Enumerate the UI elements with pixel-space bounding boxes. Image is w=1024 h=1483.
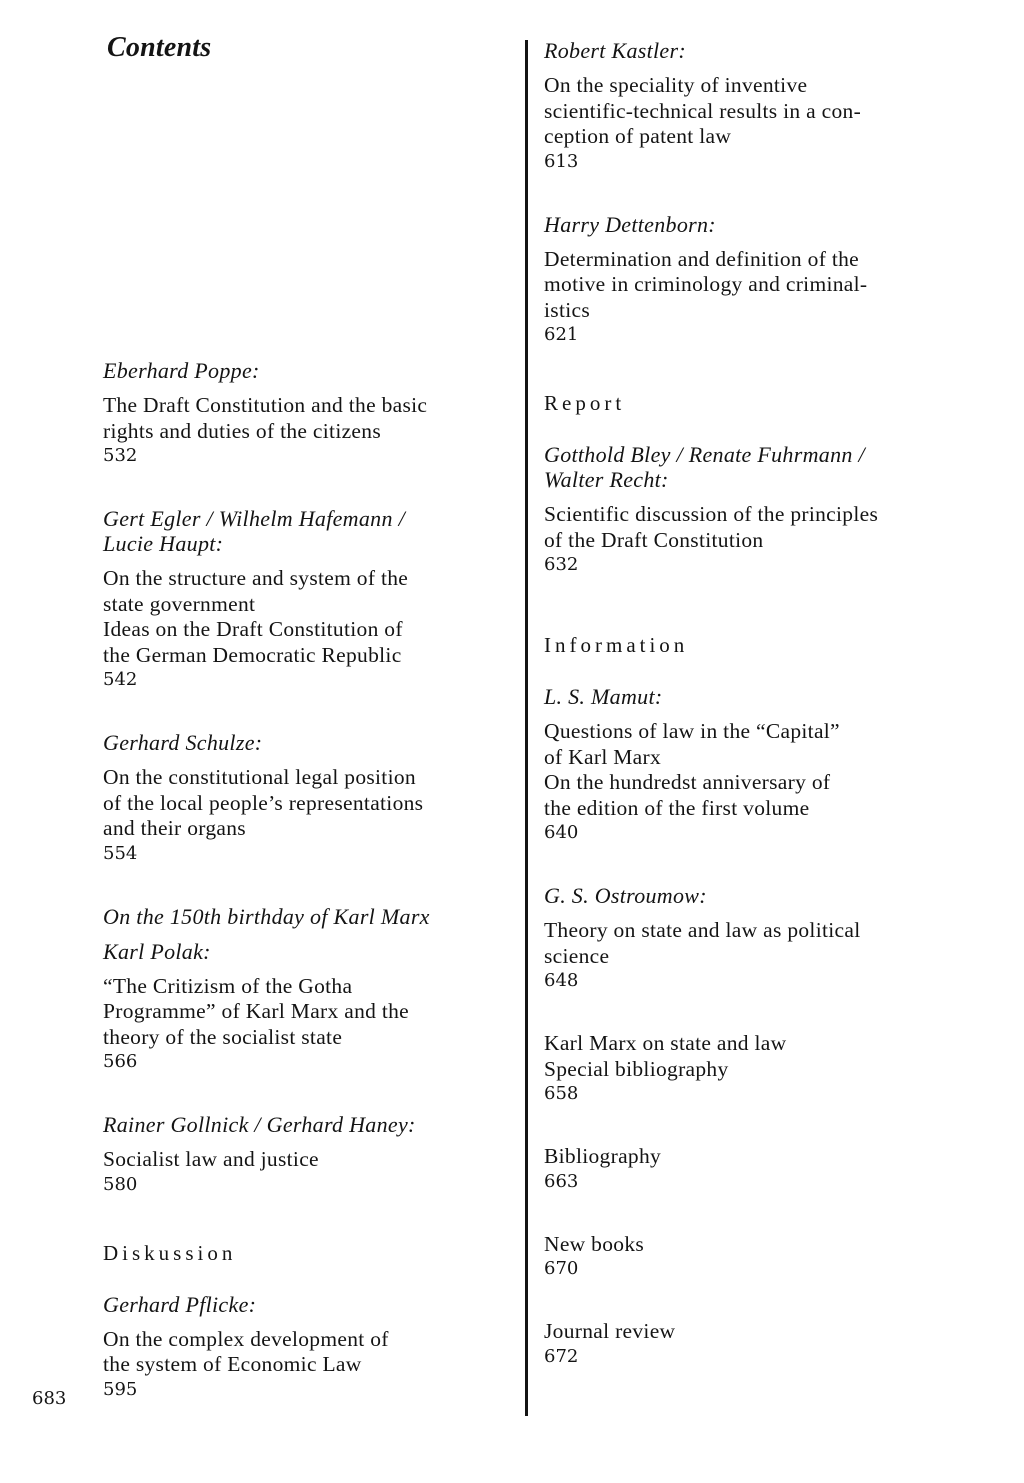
entry-author: G. S. Ostroumow: [544,883,707,908]
entry-page-number: 663 [544,1170,579,1192]
entry-page-number: 640 [544,822,579,843]
toc-entry-pflicke[interactable] [103,1292,511,1402]
entry-page-number: 532 [103,445,138,466]
entry-author: Rainer Gollnick / Gerhard Haney: [103,1112,416,1137]
entry-title-line: On the constitutional legal position [103,765,416,789]
entry-title-line: of Karl Marx [544,744,662,769]
section-heading-report: Report [544,391,626,415]
entry-title-line: Programme” of Karl Marx and the [103,999,410,1023]
entry-author: Gerhard Pflicke: [103,1291,257,1317]
entry-author: Eberhard Poppe: [103,358,260,383]
entry-title-line: rights and duties of the citizens [103,418,381,443]
entry-title-line: state government [103,591,256,616]
entry-page-number: 621 [544,324,579,345]
subsection-heading: On the 150th birthday of Karl Marx [103,903,430,929]
entry-title-line: scientific-technical results in a con- [544,98,862,123]
entry-page-number: 672 [544,1345,579,1367]
entry-title-line: Ideas on the Draft Constitution of [103,617,403,641]
entry-page-number: 632 [544,554,579,575]
entry-title-line: theory of the socialist state [103,1024,343,1049]
section-heading-diskussion: Diskussion [103,1240,237,1265]
entry-title-line: Journal review [544,1319,676,1343]
entry-author: L. S. Mamut: [544,684,663,709]
toc-entry-gollnick[interactable] [103,1112,511,1197]
entry-title-line: On the speciality of inventive [544,73,808,97]
entry-title-line: Scientific discussion of the principles [544,502,879,526]
toc-entry-bley[interactable] [544,442,956,577]
toc-entry-schulze[interactable] [103,730,511,866]
toc-entry-poppe[interactable] [103,358,511,468]
entry-page-number: 580 [103,1173,138,1195]
entry-page-number: 595 [103,1378,138,1400]
right-column [544,38,956,1369]
entry-title-line: Questions of law in the “Capital” [544,719,840,743]
entry-page-number: 554 [103,842,138,864]
entry-title-line: New books [544,1231,645,1256]
entry-title-line: The Draft Constitution and the basic [103,393,428,417]
toc-entry-ostroumow[interactable] [544,883,956,993]
column-divider [525,40,528,1416]
entry-title-line: Special bibliography [544,1056,729,1081]
entry-author: Karl Polak: [103,938,211,964]
entry-title-line: istics [544,297,590,322]
entry-page-number: 613 [544,150,579,172]
entry-author: Gotthold Bley / Renate Fuhrmann / [544,442,865,467]
entry-title-line: of the Draft Constitution [544,527,764,552]
entry-page-number: 542 [103,669,138,690]
entry-title-line: the German Democratic Republic [103,642,402,667]
left-column [103,358,511,1402]
entry-page-number: 670 [544,1258,579,1279]
entry-title-line: Bibliography [544,1144,662,1168]
toc-entry-marx-bibliography[interactable] [544,1031,956,1106]
section-heading-information: Information [544,633,689,657]
toc-entry-kastler[interactable] [544,38,956,174]
toc-entry-journal-review[interactable] [544,1319,956,1369]
entry-title-line: motive in criminology and criminal- [544,272,868,296]
entry-title-line: ception of patent law [544,124,732,148]
entry-author: Harry Dettenborn: [544,211,716,237]
entry-title-line: On the hundredst anniversary of [544,770,831,794]
entry-page-number: 658 [544,1083,579,1104]
entry-title-line: of the local people’s representations [103,790,424,815]
entry-page-number: 566 [103,1051,138,1072]
entry-title-line: Karl Marx on state and law [544,1031,787,1055]
toc-entry-new-books[interactable] [544,1232,956,1282]
entry-title-line: “The Critizism of the Gotha [103,973,353,998]
entry-page-number: 648 [544,970,579,991]
entry-title-line: Theory on state and law as political [544,918,861,942]
toc-entry-bibliography[interactable] [544,1144,956,1194]
folio-page-number: 683 [32,1388,67,1409]
entry-title-line: Socialist law and justice [103,1147,319,1171]
entry-title-line: On the complex development of [103,1326,389,1351]
entry-title-line: the edition of the first volume [544,795,810,820]
toc-entry-mamut[interactable] [544,684,956,845]
entry-title-line: Determination and definition of the [544,246,859,271]
entry-title-line: On the structure and system of the [103,566,409,590]
entry-title-line: the system of Economic Law [103,1352,362,1376]
toc-entry-dettenborn[interactable] [544,212,956,348]
entry-author: Gert Egler / Wilhelm Hafemann / [103,506,405,531]
entry-author: Gerhard Schulze: [103,730,263,755]
entry-author: Robert Kastler: [544,38,686,63]
toc-entry-egler[interactable] [103,506,511,692]
entry-author: Lucie Haupt: [103,531,224,556]
entry-author: Walter Recht: [544,467,669,492]
entry-title-line: and their organs [103,816,246,840]
entry-title-line: science [544,943,610,968]
page-title: Contents [107,32,212,63]
toc-entry-polak[interactable] [103,904,511,1075]
